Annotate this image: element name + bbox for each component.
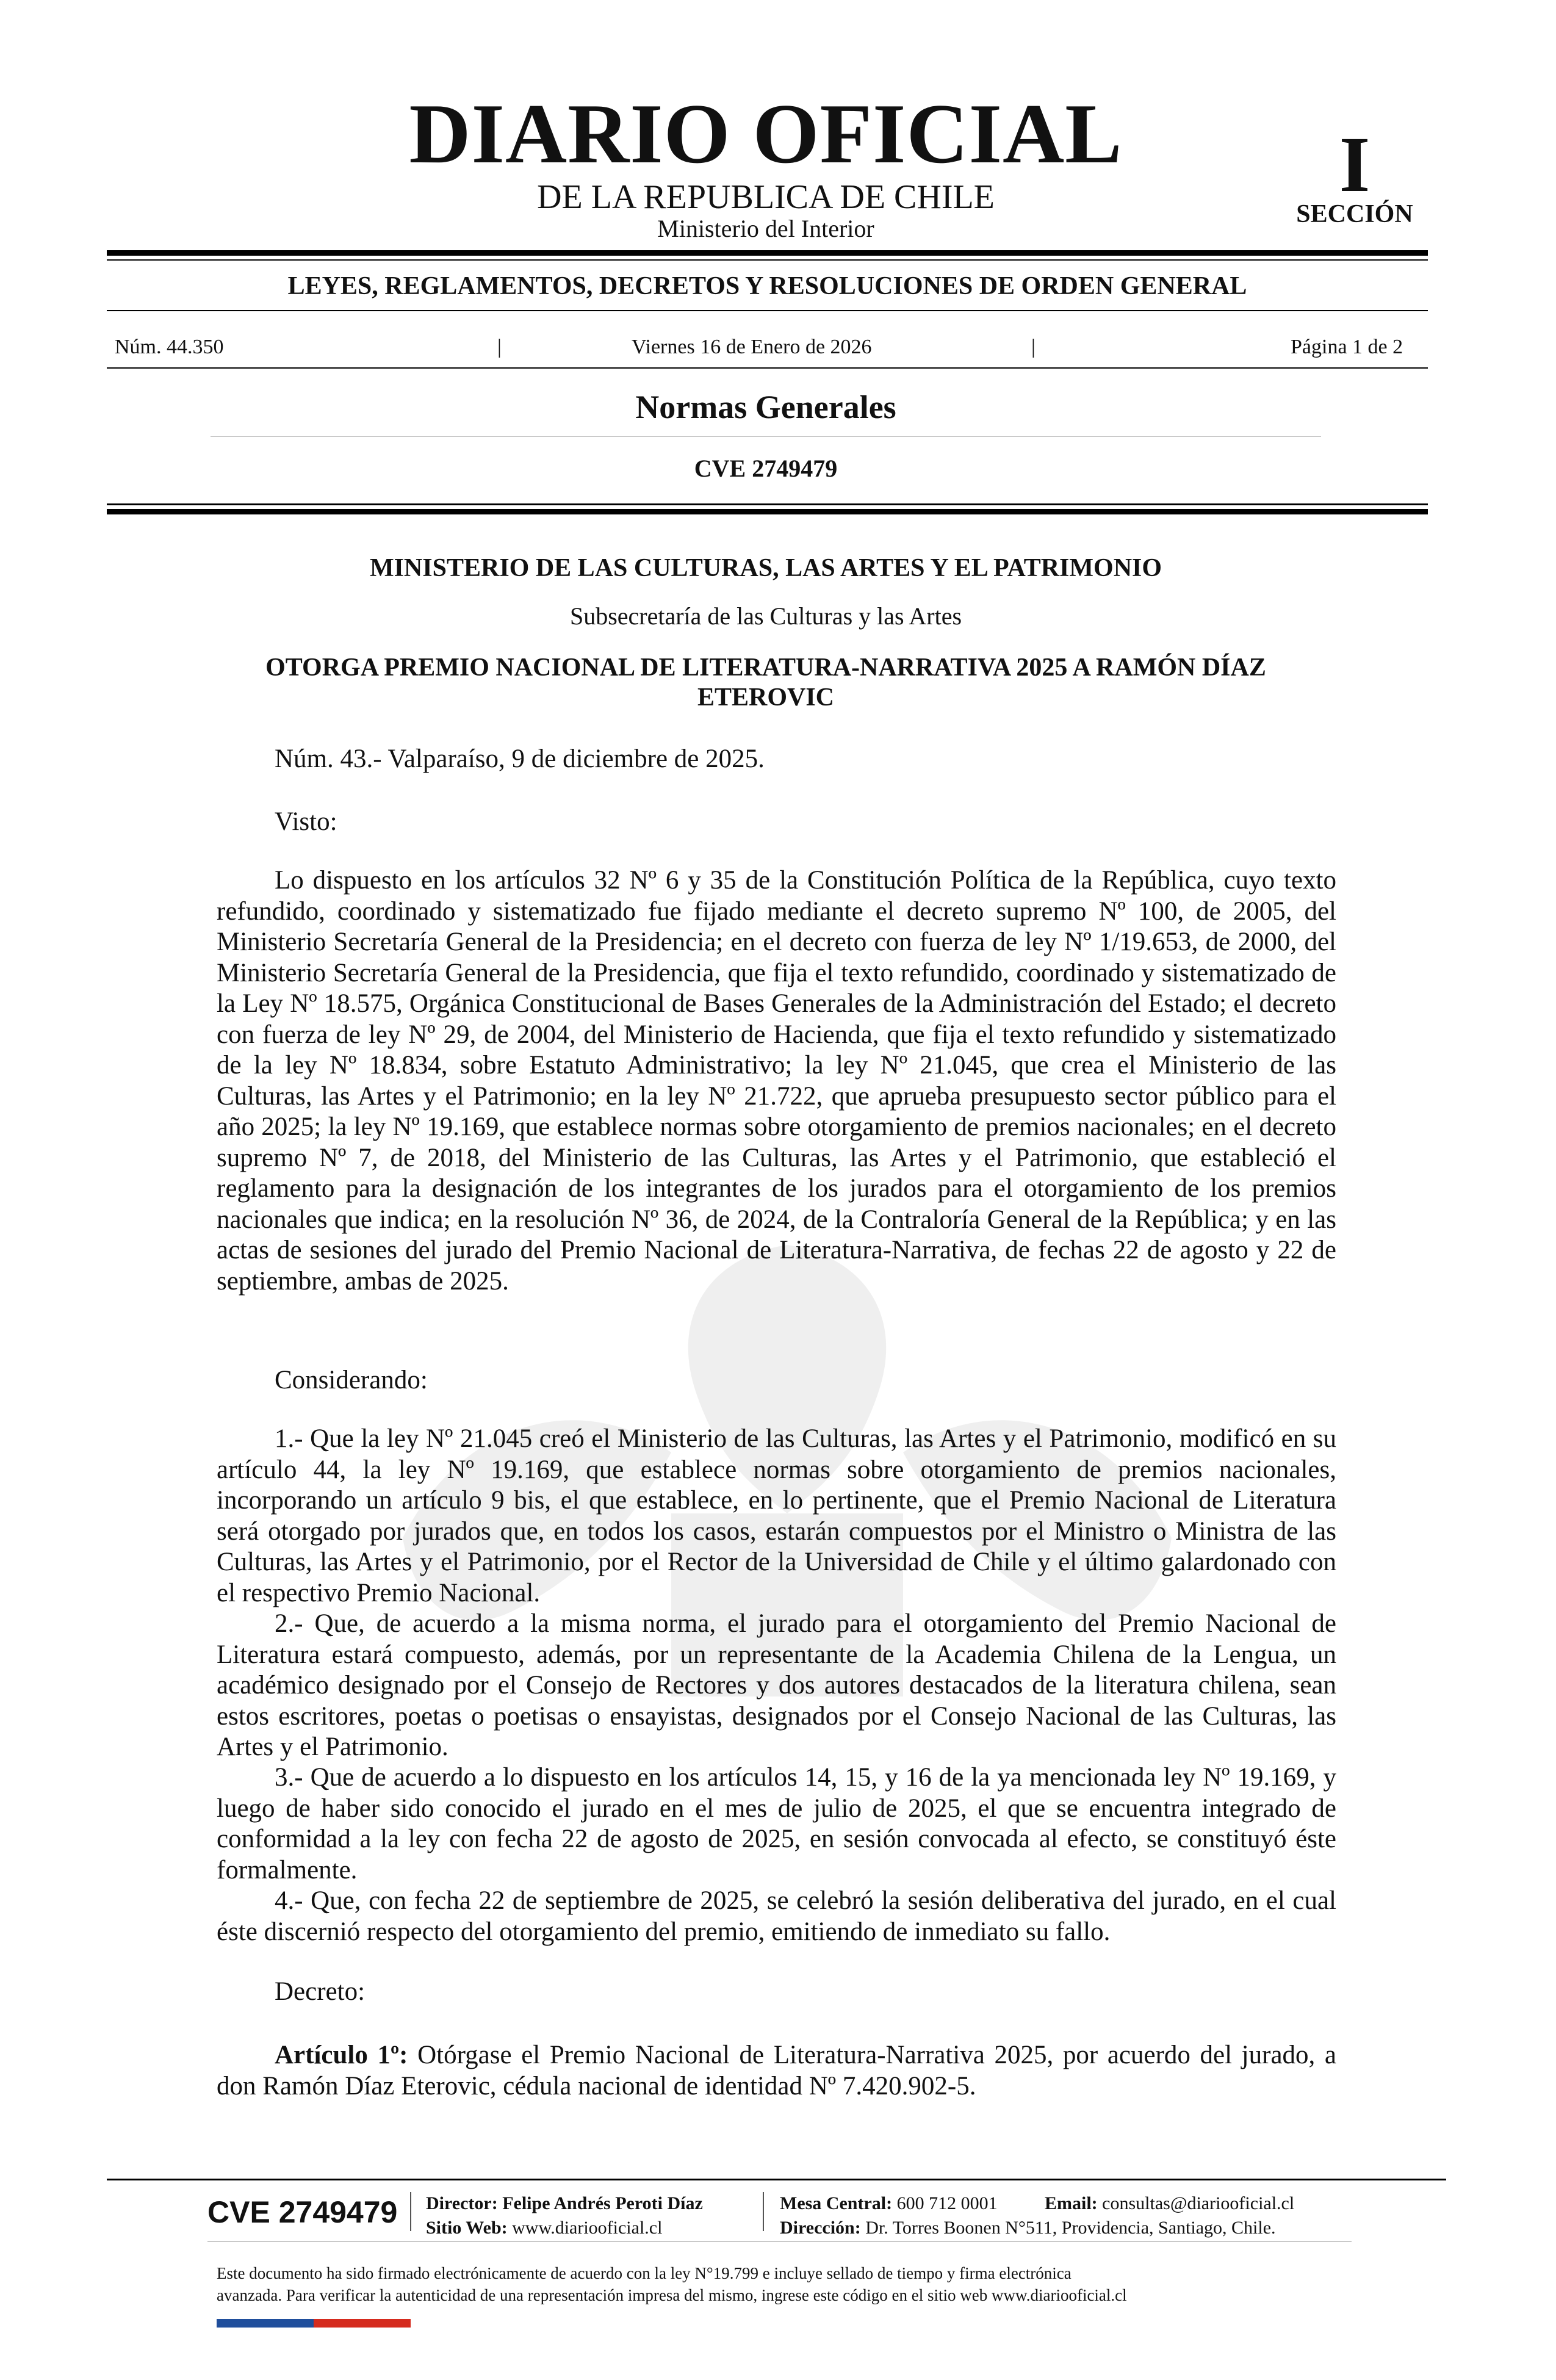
issue-date: Viernes 16 de Enero de 2026 xyxy=(632,336,872,358)
footer-director: Director: Felipe Andrés Peroti Díaz xyxy=(426,2193,703,2213)
category-rule xyxy=(107,310,1428,311)
meta-rule xyxy=(107,367,1428,369)
body-top-rule-thick xyxy=(107,509,1428,514)
section-divider xyxy=(211,436,1321,437)
issue-separator: | xyxy=(497,336,502,358)
considerando-3: 3.- Que de acuerdo a lo dispuesto en los artículos 14, 15, y 16 de la ya mencionada ley Nº 19.169, y luego de haber sido conocido el jurado en el mes de julio de 2025, el que se encuentra integrado de conformidad a la ley con fecha 22 de agosto de 2025, en sesión convocada al efecto, se constituyó éste formalmente. xyxy=(217,1763,1336,1884)
considerando-1: 1.- Que la ley Nº 21.045 creó el Ministerio de las Culturas, las Artes y el Patrimonio, modificó en su artículo 44, la ley Nº 19.169, que establece normas sobre otorgamiento de premios nacionales, incorporando un artículo 9 bis, el que establece, en lo pertinente, que el Premio Nacional de Literatura será otorgado por jurados que, en todos los casos, estarán compuestos por el Ministro o Ministra de las Culturas, las Artes y el Patrimonio, por el Rector de la Universidad de Chile y el último galardonado con el respectivo Premio Nacional. xyxy=(217,1424,1336,1607)
decree-number: Núm. 43.- Valparaíso, 9 de diciembre de 2025. xyxy=(275,745,765,773)
footer-rule xyxy=(107,2179,1446,2180)
section-label: SECCIÓN xyxy=(1296,200,1413,228)
masthead-title: DIARIO OFICIAL xyxy=(409,87,1123,181)
considerando-2: 2.- Que, de acuerdo a la misma norma, el jurado para el otorgamiento del Premio Nacional de Literatura estará compuesto, además, por un representante de la Academia Chilena de la Lengua, un académico designado por el Consejo de Rectores y dos autores destacados de la literatura chilena, sean estos escritores, poetas o poetisas o ensayistas, designados por el Consejo Nacional de las Culturas, las Artes y el Patrimonio. xyxy=(217,1609,1336,1761)
category-heading: LEYES, REGLAMENTOS, DECRETOS Y RESOLUCIONES DE ORDEN GENERAL xyxy=(287,272,1247,300)
considerando-label: Considerando: xyxy=(275,1366,428,1394)
footer-website: Sitio Web: www.diariooficial.cl xyxy=(426,2218,663,2238)
masthead-ministry: Ministerio del Interior xyxy=(657,215,874,242)
issue-page: Página 1 de 2 xyxy=(1291,336,1403,358)
footer-divider xyxy=(763,2192,764,2231)
legal-line-1: Este documento ha sido firmado electrónicamente de acuerdo con la ley N°19.799 e incluye sellado de tiempo y firma electrónica xyxy=(217,2264,1072,2282)
article-1 xyxy=(217,2040,1336,2102)
ministry-heading: MINISTERIO DE LAS CULTURAS, LAS ARTES Y EL PATRIMONIO xyxy=(369,554,1162,582)
header-thin-rule xyxy=(107,259,1428,261)
issue-separator: | xyxy=(1031,336,1036,358)
footer-phone: Mesa Central: 600 712 0001 xyxy=(780,2193,998,2213)
visto-paragraph: Lo dispuesto en los artículos 32 Nº 6 y 35 de la Constitución Política de la República, cuyo texto refundido, coordinado y sistematizado fue fijado mediante el decreto supremo Nº 100, de 2005, del Ministerio Secretaría General de la Presidencia; en el decreto con fuerza de ley Nº 1/19.653, de 2000, del Ministerio Secretaría General de la Presidencia, que fija el texto refundido, coordinado y sistematizado de la Ley Nº 18.575, Orgánica Constitucional de Bases Generales de la Administración del Estado; el decreto con fuerza de ley Nº 29, de 2004, del Ministerio de Hacienda, que fija el texto refundido y sistematizado de la ley Nº 18.834, sobre Estatuto Administrativo; la ley Nº 21.045, que crea el Ministerio de las Culturas, las Artes y el Patrimonio; en la ley Nº 21.722, que aprueba presupuesto sector público para el año 2025; la ley Nº 19.169, que establece normas sobre otorgamiento de premios nacionales; en el decreto supremo Nº 7, de 2018, del Ministerio de las Culturas, las Artes y el Patrimonio, que estableció el reglamento para la designación de los integrantes de los jurados para el otorgamiento de los premios nacionales que indica; en la resolución Nº 36, de 2024, de la Contraloría General de la República; y en las actas de sesiones del jurado del Premio Nacional de Literatura-Narrativa, de fechas 22 de agosto y 22 de septiembre, ambas de 2025. xyxy=(217,866,1336,1296)
footer-address: Dirección: Dr. Torres Boonen N°511, Providencia, Santiago, Chile. xyxy=(780,2218,1276,2238)
issue-number: Núm. 44.350 xyxy=(115,336,224,358)
flag-blue-segment xyxy=(217,2319,265,2328)
footer-divider xyxy=(410,2192,411,2231)
footer-website-link[interactable]: www.diariooficial.cl xyxy=(512,2218,663,2238)
header-thick-rule xyxy=(107,250,1428,256)
footer-email-link[interactable]: consultas@diariooficial.cl xyxy=(1102,2193,1295,2213)
undersecretariat: Subsecretaría de las Culturas y las Artes xyxy=(569,602,962,630)
masthead-subtitle: DE LA REPUBLICA DE CHILE xyxy=(537,178,995,216)
visto-label: Visto: xyxy=(275,807,337,836)
considerando-4: 4.- Que, con fecha 22 de septiembre de 2025, se celebró la sesión deliberativa del jurado, en el cual éste discernió respecto del otorgamiento del premio, emitiendo de inmediato su fallo. xyxy=(217,1886,1336,1946)
flag-red-segment xyxy=(314,2319,362,2328)
cve-code: CVE 2749479 xyxy=(694,455,838,482)
article-1-text: Otórgase el Premio Nacional de Literatura-Narrativa 2025, por acuerdo del jurado, a don Ramón Díaz Eterovic, cédula nacional de identidad Nº 7.420.902-5. xyxy=(217,2041,1336,2101)
footer-email: Email: consultas@diariooficial.cl xyxy=(1045,2193,1295,2213)
footer-cve: CVE 2749479 xyxy=(207,2195,398,2229)
legal-line-2: avanzada. Para verificar la autenticidad de una representación impresa del mismo, ingrese este código en el sitio web www.diariooficial.cl xyxy=(217,2286,1127,2304)
section-heading: Normas Generales xyxy=(635,389,896,425)
decreto-label: Decreto: xyxy=(275,1977,366,2006)
flag-blue-segment xyxy=(265,2319,314,2328)
flag-red-segment xyxy=(362,2319,411,2328)
flag-color-bar xyxy=(217,2319,411,2328)
body-top-rule xyxy=(107,503,1428,505)
article-1-label: Artículo 1º: xyxy=(275,2041,408,2069)
section-number: I xyxy=(1339,121,1371,209)
decree-title: OTORGA PREMIO NACIONAL DE LITERATURA-NARRATIVA 2025 A RAMÓN DÍAZ ETEROVIC xyxy=(265,654,1266,712)
